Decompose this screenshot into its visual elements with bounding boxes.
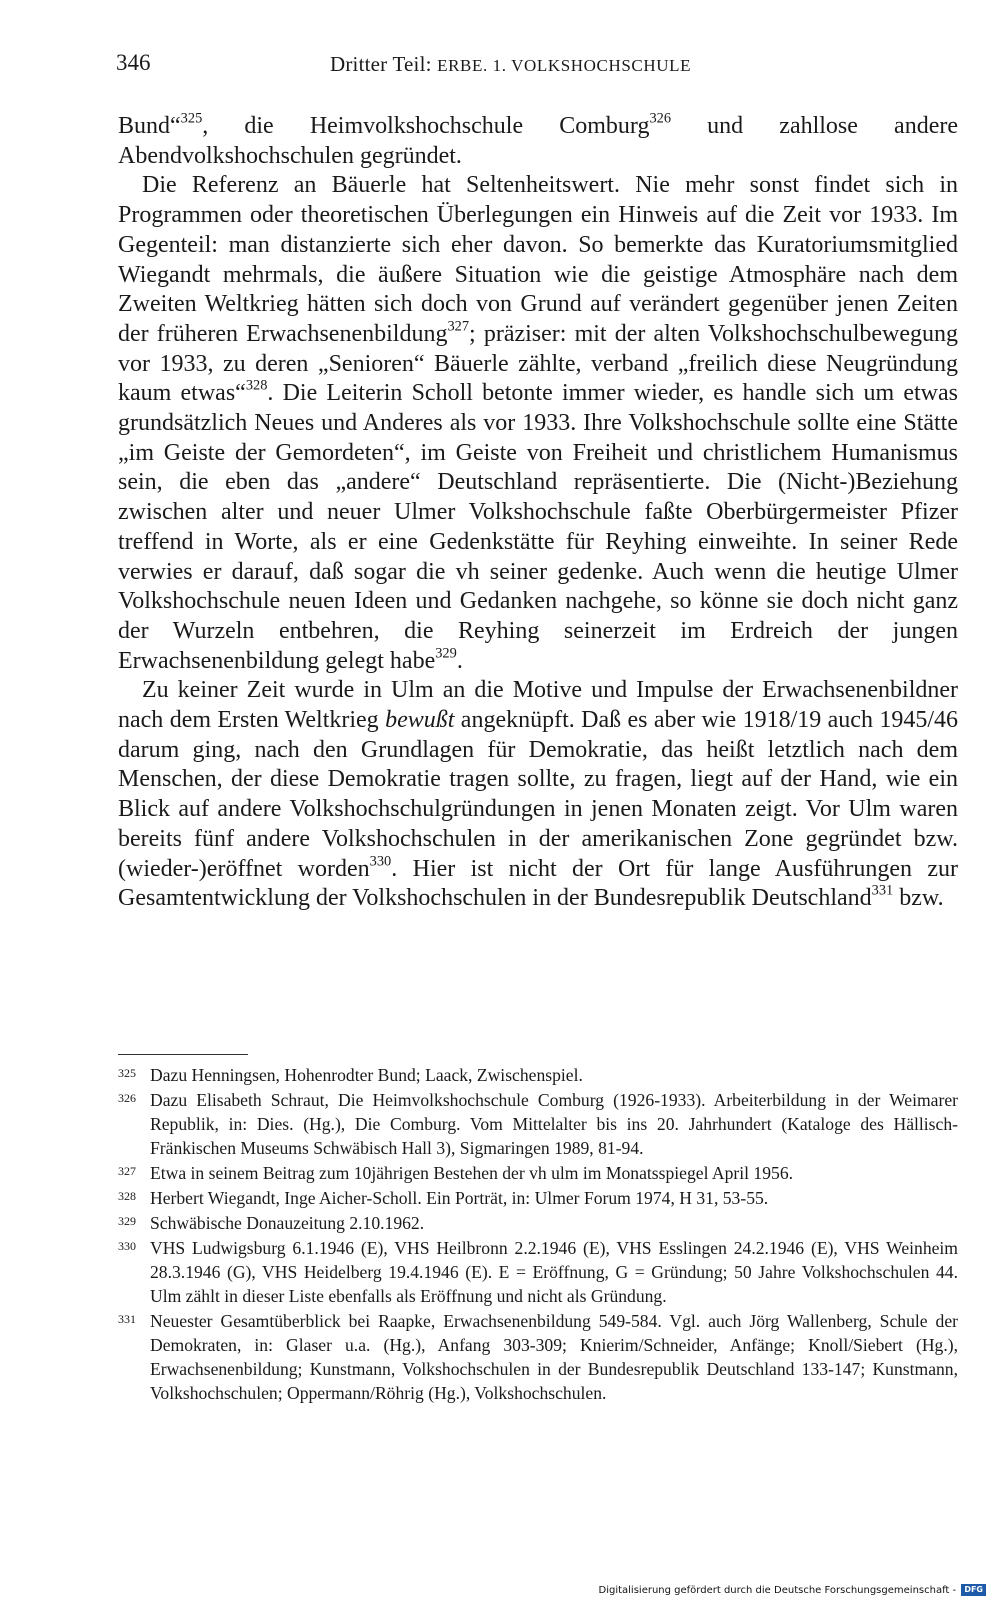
footnote-text: Schwäbische Donauzeitung 2.10.1962. — [150, 1213, 425, 1233]
text-run: Die Referenz an Bäuerle hat Seltenheitswert. Nie mehr sonst findet sich in Programmen oder theoretischen Überlegungen ein Hinweis auf die Zeit vor 1933. Im Gegenteil: man distanzierte sich eher davon. So bemerkte das Kuratoriumsmitglied Wiegandt mehrmals, die äußere Situation wie die geistige Atmosphäre nach dem Zweiten Weltkrieg hätten sich doch von Grund auf verändert gegenüber jenen Zeiten der früheren Erwachsenenbildung — [118, 172, 958, 347]
footnote-reference: 326 — [649, 110, 672, 127]
text-run: , die Heimvolkshochschule Comburg — [202, 113, 650, 139]
footnote — [118, 1088, 958, 1160]
page-number: 346 — [116, 50, 151, 75]
footnote-reference: 325 — [180, 110, 203, 127]
text-run: und zahllose andere Abendvolkshochschulen gegründet. — [118, 113, 958, 169]
footnote-text: Dazu Henningsen, Hohenrodter Bund; Laack, Zwischenspiel. — [150, 1065, 583, 1085]
text-run: Bund“ — [118, 113, 181, 139]
footnote-number: 328 — [118, 1189, 136, 1203]
dfg-logo: DFG — [961, 1584, 986, 1596]
body-paragraph — [118, 171, 958, 676]
footnote-text: VHS Ludwigsburg 6.1.1946 (E), VHS Heilbronn 2.2.1946 (E), VHS Esslingen 24.2.1946 (E), VHS Weinheim 28.3.1946 (G), VHS Heidelberg 19.4.1946 (E). E = Eröffnung, G = Gründung; 50 Jahre Volkshochschulen 44. Ulm zählt in dieser Liste ebenfalls als Eröffnung und nicht als Gründung. — [150, 1238, 958, 1306]
digitization-note — [599, 1584, 987, 1598]
footnote-number: 330 — [118, 1239, 136, 1253]
footnote-text: Herbert Wiegandt, Inge Aicher-Scholl. Ein Porträt, in: Ulmer Forum 1974, H 31, 53-55. — [150, 1188, 769, 1208]
footnote-number: 327 — [118, 1164, 136, 1178]
footnote-text: Neuester Gesamtüberblick bei Raapke, Erwachsenenbildung 549-584. Vgl. auch Jörg Wallenberg, Schule der Demokraten, in: Glaser u.a. (Hg.), Anfang 303-309; Knierim/Schneider, Anfänge; Knoll/Siebert (Hg.), Erwachsenenbildung; Kunstmann, Volkshochschulen in der Bundesrepublik Deutschland 133-147; Kunstmann, Volkshochschulen; Oppermann/Röhrig (Hg.), Volkshochschulen. — [150, 1311, 958, 1403]
body-text — [118, 112, 958, 914]
footnote-text: Dazu Elisabeth Schraut, Die Heimvolkshochschule Comburg (1926-1933). Arbeiterbildung in der Weimarer Republik, in: Dies. (Hg.), Die Comburg. Vom Mittelalter bis ins 20. Jahrhundert (Kataloge des Hällisch-Fränkischen Museums Schwäbisch Hall 3), Sigmaringen 1989, 81-94. — [150, 1090, 958, 1158]
text-run: . Die Leiterin Scholl betonte immer wieder, es handle sich um etwas grundsätzlich Neues und Anderes als vor 1933. Ihre Volkshochschule sollte eine Stätte „im Geiste der Gemordeten“, im Geiste von Freiheit und christlichem Humanismus sein, die eben das „andere“ Deutschland repräsentierte. Die (Nicht-)Beziehung zwischen alter und neuer Ulmer Volkshochschule faßte Oberbürgermeister Pfizer treffend in Worte, als er eine Gedenkstätte für Reyhing einweihte. In seiner Rede verwies er darauf, daß sogar die vh seiner gedenke. Auch wenn die heutige Ulmer Volkshochschule neuen Ideen und Gedanken nachgehe, so könne sie doch nicht ganz der Wurzeln entbehren, die Reyhing seinerzeit im Erdreich der jungen Erwachsenenbildung gelegt habe — [118, 380, 958, 674]
footnotes — [118, 1063, 958, 1406]
running-title-part: Dritter Teil: — [330, 52, 438, 76]
footnote-number: 325 — [118, 1066, 136, 1080]
running-title-smallcaps: ERBE. 1. VOLKSHOCHSCHULE — [437, 56, 692, 75]
footnote-number: 329 — [118, 1214, 136, 1228]
footnote — [118, 1309, 958, 1405]
footnote — [118, 1063, 958, 1087]
text-run: angeknüpft. Daß es aber wie 1918/19 auch 1945/46 darum ging, nach den Grundlagen für Demokratie, das heißt letztlich nach dem Menschen, der diese Demokratie tragen sollte, zu fragen, liegt auf der Hand, wie ein Blick auf andere Volkshochschulgründungen in jenen Monaten zeigt. Vor Ulm waren bereits fünf andere Volkshochschulen in der amerikanischen Zone gegründet bzw. (wieder-)eröffnet worden — [118, 707, 958, 882]
footnote-reference: 330 — [369, 853, 392, 870]
text-run: ; präziser: mit der alten Volkshochschulbewegung vor 1933, zu deren „Senioren“ Bäuerle zählte, verband „freilich diese Neugründung kaum etwas“ — [118, 320, 958, 407]
footnote-reference: 329 — [435, 645, 457, 662]
footnote — [118, 1211, 958, 1235]
footnote-text: Etwa in seinem Beitrag zum 10jährigen Bestehen der vh ulm im Monatsspiegel April 1956. — [150, 1163, 794, 1183]
digitization-note-text: Digitalisierung gefördert durch die Deutsche Forschungsgemeinschaft - — [598, 1585, 957, 1596]
text-run: Zu keiner Zeit wurde in Ulm an die Motive und Impulse der Erwachsenenbildner nach dem Ersten Weltkrieg — [118, 677, 958, 734]
footnote-number: 331 — [118, 1312, 136, 1326]
footnote-separator — [118, 1054, 248, 1055]
footnote — [118, 1161, 958, 1185]
footnote-number: 326 — [118, 1091, 136, 1105]
footnote-reference: 327 — [447, 318, 470, 335]
emphasis-text: bewußt — [385, 707, 455, 734]
footnote — [118, 1236, 958, 1308]
text-run: . — [456, 647, 463, 674]
running-title — [330, 52, 691, 77]
body-paragraph — [118, 112, 958, 171]
text-run: bzw. — [893, 885, 944, 912]
body-paragraph — [118, 676, 958, 914]
footnote-reference: 331 — [871, 882, 894, 899]
footnote — [118, 1186, 958, 1210]
footnote-reference: 328 — [245, 377, 268, 394]
text-run: . Hier ist nicht der Ort für lange Ausführungen zur Gesamtentwicklung der Volkshochschulen in der Bundesrepublik Deutschland — [118, 855, 959, 912]
running-header — [116, 50, 960, 82]
